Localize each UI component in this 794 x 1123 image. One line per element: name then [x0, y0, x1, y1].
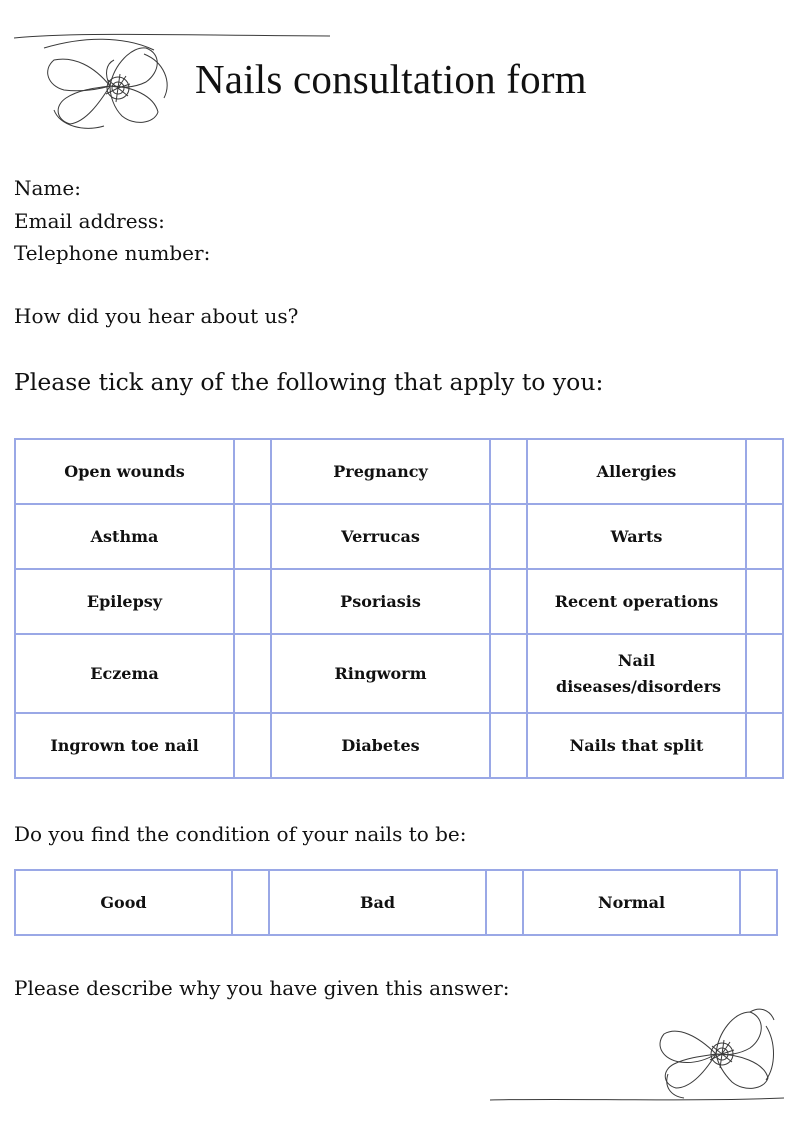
condition-label: Asthma: [15, 504, 234, 569]
email-field-label[interactable]: Email address:: [14, 208, 165, 233]
condition-label: Warts: [527, 504, 746, 569]
condition-label: Nails that split: [527, 713, 746, 778]
condition-checkbox[interactable]: [490, 439, 527, 504]
condition-checkbox[interactable]: [746, 569, 783, 634]
rating-checkbox[interactable]: [486, 870, 523, 935]
condition-label: Diabetes: [271, 713, 490, 778]
table-row: [15, 870, 777, 935]
condition-checkbox[interactable]: [746, 713, 783, 778]
condition-label: Ringworm: [271, 634, 490, 713]
rating-label: Normal: [523, 870, 740, 935]
condition-label: Pregnancy: [271, 439, 490, 504]
table-row: [15, 569, 783, 634]
name-field-label[interactable]: Name:: [14, 176, 81, 200]
condition-checkbox[interactable]: [234, 634, 271, 713]
table-row: [15, 713, 783, 778]
rating-label: Good: [15, 870, 232, 935]
condition-checkbox[interactable]: [490, 634, 527, 713]
condition-label: Verrucas: [271, 504, 490, 569]
condition-label: Open wounds: [15, 439, 234, 504]
condition-label: Nail diseases/disorders: [527, 634, 746, 713]
condition-label: Allergies: [527, 439, 746, 504]
condition-label: Recent operations: [527, 569, 746, 634]
rating-checkbox[interactable]: [740, 870, 777, 935]
condition-label: Eczema: [15, 634, 234, 713]
table-row: [15, 504, 783, 569]
conditions-table: [14, 438, 784, 779]
condition-checkbox[interactable]: [234, 569, 271, 634]
tick-instruction: Please tick any of the following that apply to you:: [14, 368, 604, 396]
condition-label: Ingrown toe nail: [15, 713, 234, 778]
condition-checkbox[interactable]: [746, 504, 783, 569]
rating-checkbox[interactable]: [232, 870, 269, 935]
rating-label: Bad: [269, 870, 486, 935]
condition-checkbox[interactable]: [234, 504, 271, 569]
flower-line-art-icon: [488, 996, 788, 1106]
condition-checkbox[interactable]: [746, 439, 783, 504]
phone-field-label[interactable]: Telephone number:: [14, 241, 211, 265]
nail-condition-table: [14, 869, 778, 936]
condition-checkbox[interactable]: [490, 504, 527, 569]
table-row: [15, 634, 783, 713]
contact-fields: [14, 172, 210, 270]
condition-checkbox[interactable]: [490, 569, 527, 634]
condition-question: Do you find the condition of your nails to be:: [14, 822, 467, 846]
table-row: [15, 439, 783, 504]
condition-checkbox[interactable]: [746, 634, 783, 713]
describe-prompt[interactable]: Please describe why you have given this answer:: [14, 976, 510, 1000]
condition-checkbox[interactable]: [234, 439, 271, 504]
condition-checkbox[interactable]: [490, 713, 527, 778]
page-title: Nails consultation form: [195, 56, 587, 102]
condition-label: Psoriasis: [271, 569, 490, 634]
condition-label: Epilepsy: [15, 569, 234, 634]
condition-checkbox[interactable]: [234, 713, 271, 778]
hear-question[interactable]: How did you hear about us?: [14, 304, 299, 328]
